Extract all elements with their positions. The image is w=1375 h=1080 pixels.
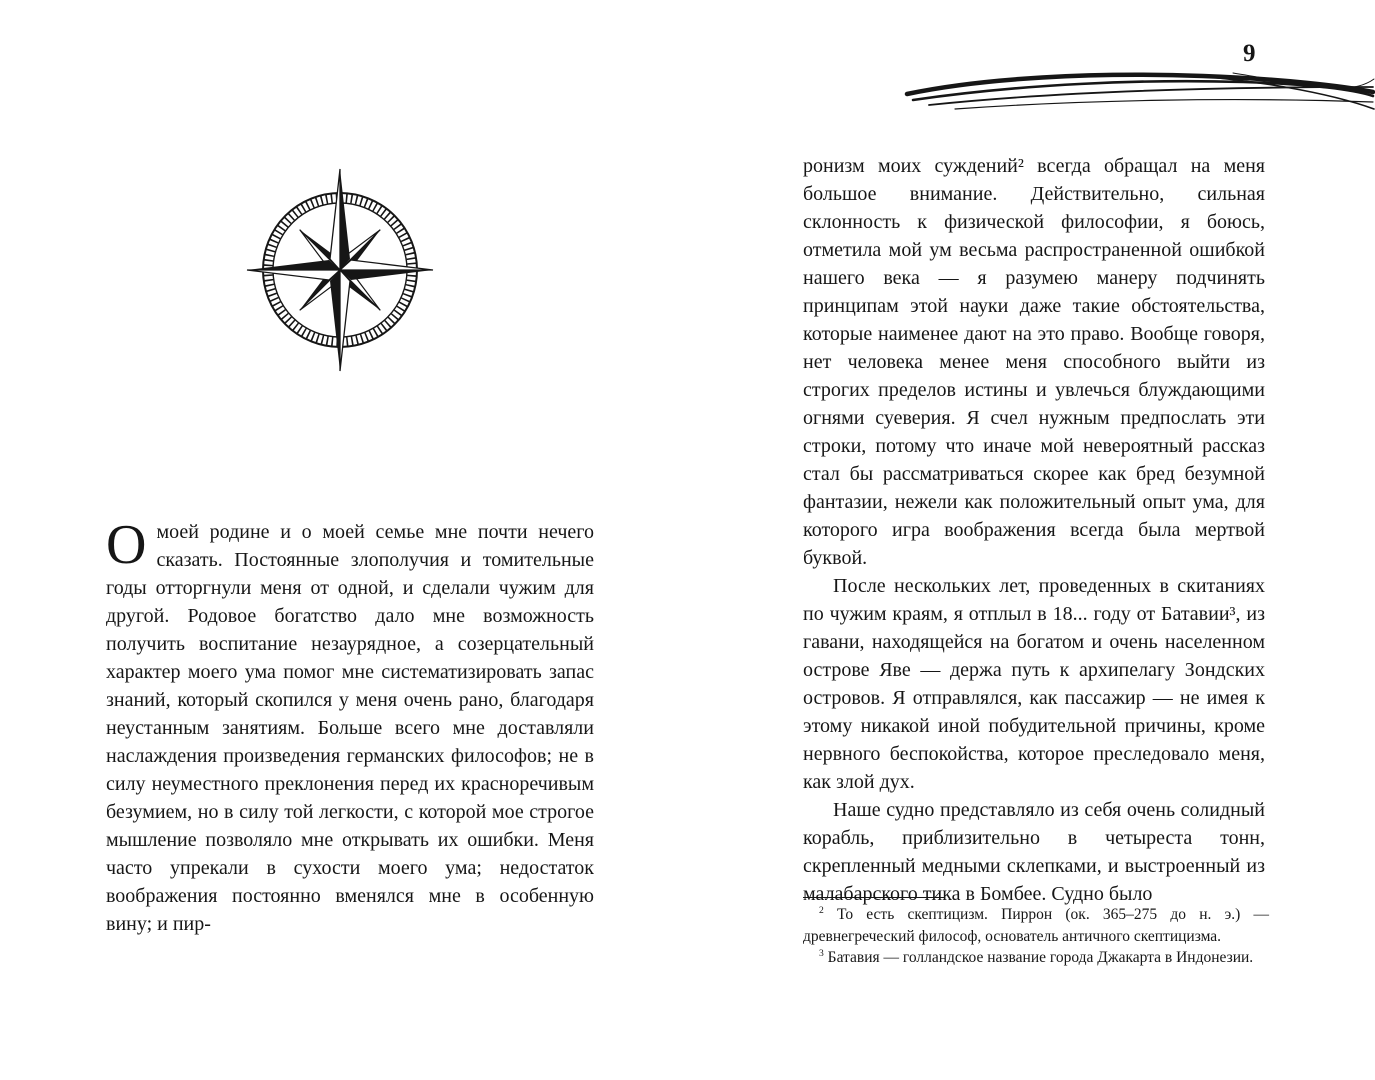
wave-flourish-graphic — [903, 70, 1375, 112]
footnote — [803, 904, 1269, 947]
footnote — [803, 947, 1269, 969]
compass-rose-illustration — [240, 164, 440, 376]
compass-star — [247, 169, 433, 371]
opening-paragraph-text: моей родине и о моей семье мне почти нечего сказать. Постоянные злополучия и томительные годы отторгнули меня от одной, и сделали чужим для другой. Родовое богатство дало мне возможность получить воспитание незаурядное, а созерцательный характер моего ума помог мне систематизировать запас знаний, который скопился у меня очень рано, благодаря неустанным занятиям. Больше всего мне доставляли наслаждения произведения германских философов; не в силу неуместного преклонения перед их красноречивым безумием, но в силу той легкости, с которой мое строгое мышление позволяло мне открывать их ошибки. Меня часто упрекали в сухости моего ума; недостаток воображения постоянно вменялся мне в особенную вину; и пир- — [106, 521, 594, 935]
body-paragraph-1: ронизм моих суждений² всегда обращал на меня большое внимание. Действительно, сильная склонность к физической философии, я боюсь, отметила мой ум весьма распространенной ошибкой нашего века — я разумею манеру подчинять принципам этой науки даже такие обстоятельства, которые наименее дают на это право. Вообще говоря, нет человека менее меня способного выйти из строгих пределов истины и увлечься блуждающими огнями суеверия. Я счел нужным предпослать эти строки, потому что иначе мой невероятный рассказ стал бы рассматриваться скорее как бред безумной фантазии, нежели как положительный опыт ума, для которого игра воображения всегда была мертвой буквой. — [803, 155, 1265, 569]
page-number: 9 — [1243, 40, 1256, 67]
right-text-column — [803, 152, 1265, 908]
body-paragraph-2: После нескольких лет, проведенных в скитаниях по чужим краям, я отплыл в 18... году от Батавии³, из гавани, находящейся на богатом и очень населенном острове Яве — держа путь к архипелагу Зондских островов. Я отправлялся, как пассажир — не имея к этому никакой иной побудительной причины, кроме нервного беспокойства, которое преследовало меня, как злой дух. — [803, 575, 1265, 793]
footnote-text: То есть скептицизм. Пиррон (ок. 365–275 до н. э.) — древнегреческий философ, основатель античного скептицизма. — [803, 906, 1269, 945]
footnote-marker: 2 — [819, 904, 824, 916]
footnotes-block — [803, 904, 1269, 969]
drop-cap: О — [106, 514, 147, 576]
footnote-separator — [803, 897, 945, 898]
footnote-text: Батавия — голландское название города Джакарта в Индонезии. — [827, 949, 1254, 966]
footnote-marker: 3 — [819, 947, 824, 959]
body-paragraph-3: Наше судно представляло из себя очень солидный корабль, приблизительно в четыреста тонн, скрепленный медными склепками, и выстроенный из малабарского тика в Бомбее. Судно было — [803, 799, 1265, 905]
opening-paragraph — [106, 514, 594, 938]
left-text-column — [106, 514, 594, 938]
